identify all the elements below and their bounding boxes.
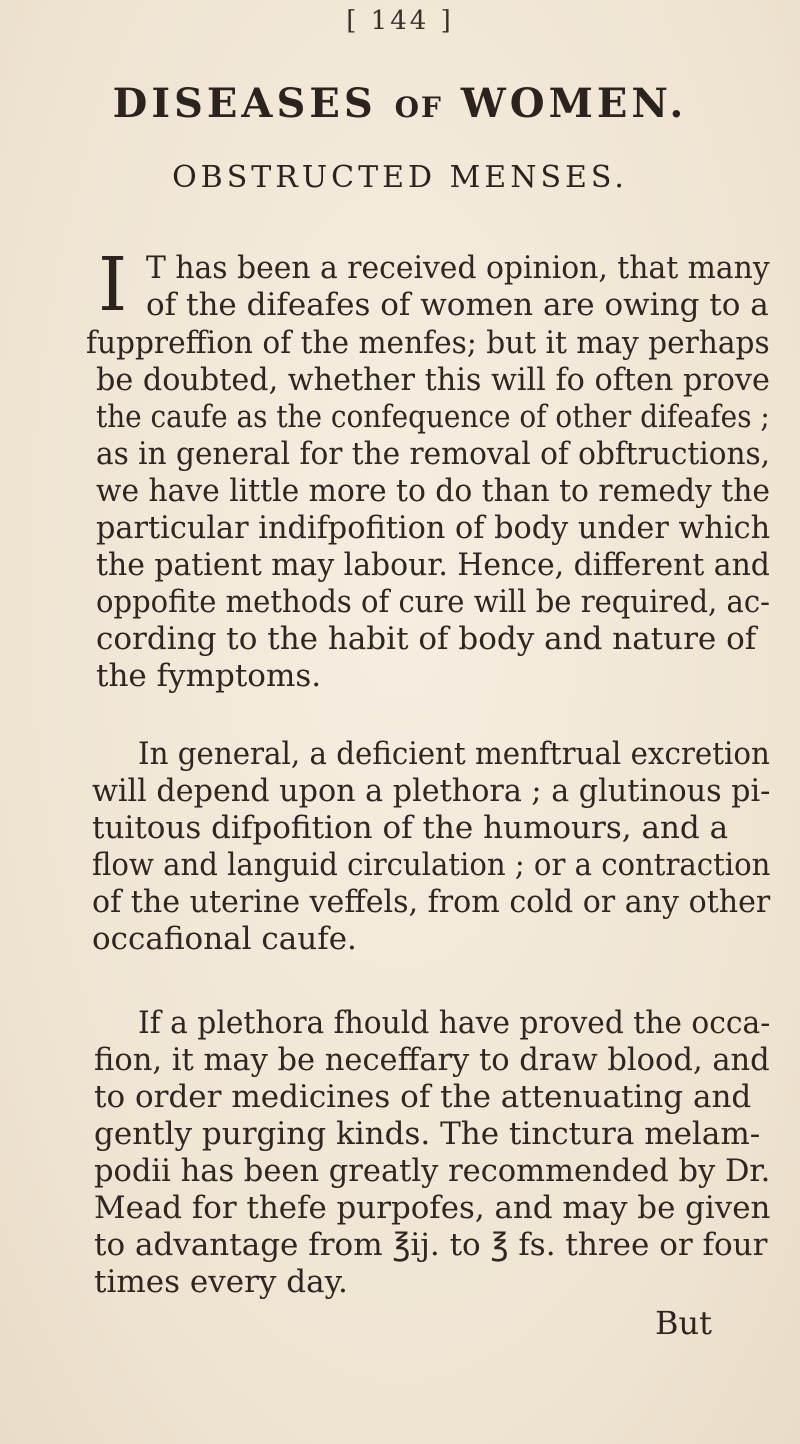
- paragraph-line: flow and languid circulation ; or a contraction: [92, 847, 771, 883]
- paragraph-line: as in general for the removal of obftructions,: [96, 436, 771, 472]
- section-heading: OBSTRUCTED MENSES.: [172, 160, 628, 195]
- paragraph-line: If a plethora fhould have proved the occa-: [138, 1005, 771, 1041]
- paragraph-line: podii has been greatly recommended by Dr.: [94, 1153, 771, 1189]
- page-title: [0, 80, 800, 127]
- paragraph-line: to order medicines of the attenuating and: [94, 1079, 752, 1115]
- paragraph-line: we have little more to do than to remedy the: [96, 473, 770, 509]
- catchword: But: [655, 1304, 712, 1342]
- paragraph-line: In general, a deficient menftrual excretion: [138, 736, 770, 772]
- paragraph-line: cording to the habit of body and nature of: [96, 621, 757, 657]
- paragraph-line: Mead for thefe purpofes, and may be given: [94, 1190, 771, 1226]
- paragraph-line: will depend upon a plethora ; a glutinous pi-: [92, 773, 771, 809]
- paragraph-line: times every day.: [94, 1264, 348, 1300]
- paragraph-line: occafional caufe.: [92, 921, 357, 957]
- paragraph-line: the patient may labour. Hence, different and: [96, 547, 770, 583]
- title-word-diseases: DISEASES: [112, 80, 377, 127]
- paragraph-line: the fymptoms.: [96, 658, 322, 694]
- page-number: [ 144 ]: [346, 6, 454, 36]
- drop-cap: I: [98, 242, 128, 328]
- paragraph-line: tuitous difpofition of the humours, and a: [92, 810, 729, 846]
- paragraph-line: the caufe as the confequence of other difeafes ;: [96, 399, 770, 435]
- paragraph-line: gently purging kinds. The tinctura melam-: [94, 1116, 761, 1152]
- paragraph-line: particular indifpofition of body under which: [96, 510, 771, 546]
- paragraph-line: be doubted, whether this will fo often prove: [96, 362, 770, 398]
- title-word-of: OF: [394, 91, 443, 124]
- paragraph-line: fion, it may be neceffary to draw blood, and: [94, 1042, 770, 1078]
- paragraph-line: to advantage from ℥ij. to ℥ fs. three or four: [94, 1227, 768, 1263]
- title-word-women: WOMEN.: [460, 80, 688, 127]
- paragraph-line: of the uterine veffels, from cold or any other: [92, 884, 771, 920]
- paragraph-line: of the difeafes of women are owing to a: [146, 287, 769, 323]
- paragraph-line: oppofite methods of cure will be required, ac-: [96, 584, 770, 620]
- paragraph-line: T has been a received opinion, that many: [146, 250, 770, 286]
- paragraph-line: fuppreffion of the menfes; but it may perhaps: [86, 325, 770, 361]
